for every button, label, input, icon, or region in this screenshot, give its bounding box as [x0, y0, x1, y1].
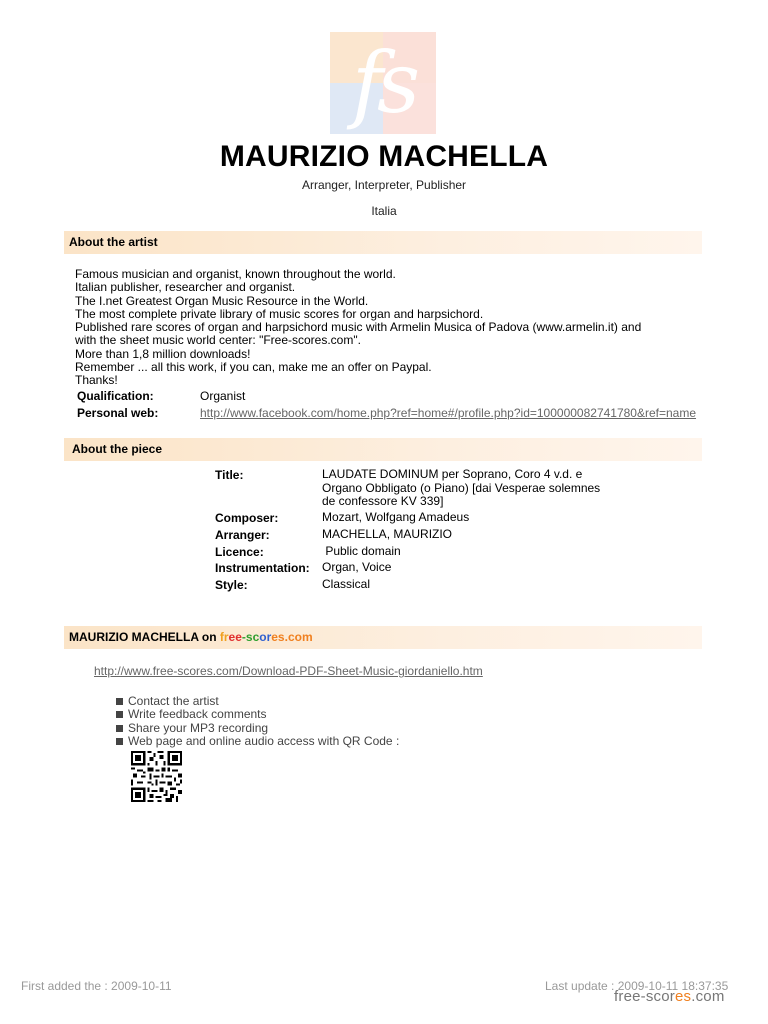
- brand-part: or: [259, 630, 272, 644]
- about-piece-heading: About the piece: [64, 438, 702, 461]
- title-line: Organo Obbligato (o Piano) [dai Vesperae solemnes: [322, 480, 601, 495]
- bio-line: The I.net Greatest Organ Music Resource in the World.: [75, 293, 369, 308]
- action-label: Web page and online audio access with QR Code :: [128, 733, 400, 748]
- bio-line: The most complete private library of music scores for organ and harpsichord.: [75, 306, 484, 321]
- qualification-label: Qualification:: [77, 389, 154, 403]
- artist-page-link[interactable]: http://www.free-scores.com/Download-PDF-Sheet-Music-giordaniello.htm: [94, 664, 483, 678]
- square-bullet-icon: [116, 698, 123, 705]
- licence-label: Licence:: [215, 545, 264, 559]
- artist-roles: Arranger, Interpreter, Publisher: [301, 178, 467, 192]
- brand-part: ee: [228, 630, 242, 644]
- bio-line: Published rare scores of organ and harpsichord music with Armelin Musica of Padova (www.armelin.it) and: [75, 320, 642, 335]
- artist-actions-list: [116, 695, 399, 748]
- square-bullet-icon: [116, 725, 123, 732]
- personal-web-label: Personal web:: [77, 406, 159, 420]
- footer-brand-part: .com: [691, 988, 725, 1005]
- style-value: Classical: [322, 577, 371, 591]
- artist-name: MAURIZIO MACHELLA: [219, 140, 549, 173]
- instrumentation-label: Instrumentation:: [215, 561, 310, 575]
- title-label: Title:: [215, 468, 244, 482]
- qr-code-item[interactable]: [116, 735, 399, 748]
- bio-line: Thanks!: [75, 373, 118, 388]
- artist-country: Italia: [371, 204, 397, 218]
- title-line: LAUDATE DOMINUM per Soprano, Coro 4 v.d. e: [322, 467, 583, 481]
- free-scores-brand: [220, 630, 313, 644]
- square-bullet-icon: [116, 711, 123, 718]
- footer-brand-part: free-scor: [614, 988, 675, 1005]
- instrumentation-value: Organ, Voice: [322, 560, 392, 574]
- action-label: Share your MP3 recording: [128, 720, 269, 735]
- action-label: Write feedback comments: [128, 707, 267, 722]
- share-mp3-item[interactable]: [116, 722, 399, 735]
- free-scores-logo: [330, 32, 436, 134]
- logo-monogram: fs: [351, 34, 415, 132]
- brand-part: es: [271, 630, 285, 644]
- footer-brand-logo: [614, 988, 725, 1005]
- brand-part: .com: [284, 630, 313, 644]
- on-site-heading: [64, 626, 702, 649]
- qualification-value: Organist: [200, 389, 246, 403]
- brand-part: fr: [219, 630, 229, 644]
- title-value: [322, 468, 600, 509]
- composer-label: Composer:: [215, 511, 279, 525]
- licence-value: Public domain: [322, 544, 401, 558]
- footer-brand-part: es: [674, 988, 692, 1005]
- arranger-label: Arranger:: [215, 528, 270, 542]
- personal-web-link[interactable]: http://www.facebook.com/home.php?ref=home#/profile.php?id=100000082741780&ref=name: [200, 406, 697, 420]
- qr-code-icon[interactable]: [131, 751, 182, 802]
- bio-line: Famous musician and organist, known throughout the world.: [75, 267, 396, 281]
- style-label: Style:: [215, 578, 248, 592]
- last-update-date: Last update : 2009-10-11 18:37:35: [545, 979, 729, 993]
- on-site-heading-prefix: MAURIZIO MACHELLA on: [69, 630, 220, 644]
- first-added-date: First added the : 2009-10-11: [21, 979, 172, 993]
- bio-line: with the sheet music world center: "Free-scores.com".: [75, 333, 361, 348]
- bio-line: Remember ... all this work, if you can, make me an offer on Paypal.: [75, 360, 432, 375]
- contact-artist-item[interactable]: [116, 695, 399, 708]
- composer-value: Mozart, Wolfgang Amadeus: [322, 510, 470, 524]
- action-label: Contact the artist: [128, 694, 219, 708]
- title-line: de confessore KV 339]: [322, 494, 444, 508]
- brand-part: -sc: [241, 630, 260, 644]
- bio-line: More than 1,8 million downloads!: [75, 346, 251, 361]
- bio-line: Italian publisher, researcher and organist.: [75, 280, 296, 295]
- write-feedback-item[interactable]: [116, 708, 399, 721]
- square-bullet-icon: [116, 738, 123, 745]
- about-artist-heading: About the artist: [64, 231, 702, 254]
- artist-bio: [75, 268, 715, 388]
- arranger-value: MACHELLA, MAURIZIO: [322, 527, 453, 541]
